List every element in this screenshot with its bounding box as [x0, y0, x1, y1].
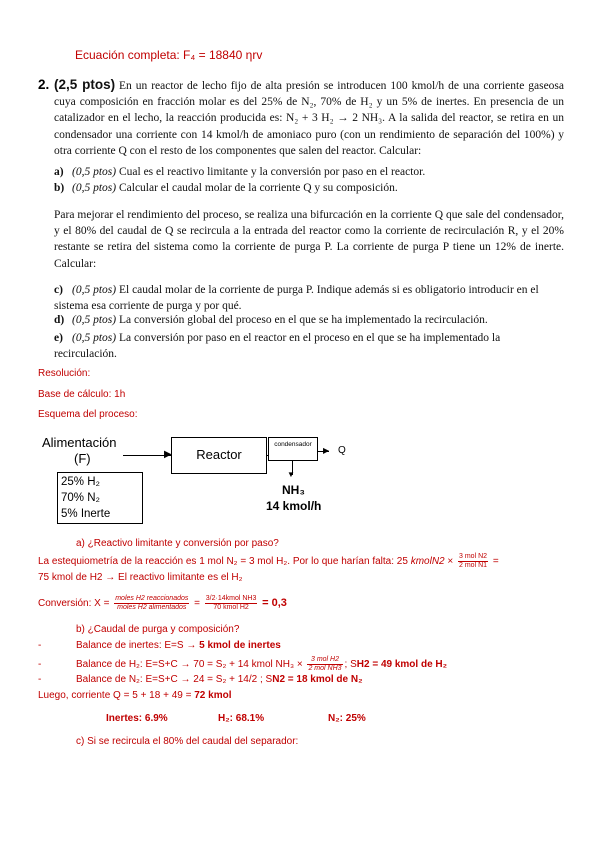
process-scheme-label: Esquema del proceso:	[38, 409, 138, 420]
feed-arrow-head: ▶	[164, 449, 172, 460]
question-d-label: d)	[54, 314, 65, 326]
nh3-label: NH₃	[282, 483, 305, 497]
bullet-3: -	[38, 674, 42, 685]
stoich-frac-den: 2 mol N1	[459, 562, 488, 569]
balance-h2-text: Balance de H₂: E=S+C → 70 = S₂ + 14 kmol NH₃ ×	[76, 659, 303, 671]
question-a	[54, 166, 425, 178]
question-d-points: (0,5 ptos)	[72, 314, 117, 326]
problem-intro	[54, 77, 564, 159]
question-b	[54, 182, 398, 194]
balance-inerts-result: 5 kmol de inertes	[199, 640, 281, 651]
solution-a-line1	[38, 553, 499, 570]
problem-number: 2.	[38, 77, 50, 92]
question-d	[54, 314, 488, 326]
q-arrow-head: ▶	[323, 446, 330, 455]
feed-composition-box	[57, 472, 143, 524]
question-e-label: e)	[54, 332, 63, 344]
bullet-1: -	[38, 640, 42, 651]
question-c	[54, 282, 564, 314]
reactor-label: Reactor	[196, 447, 242, 462]
composition-h2: H₂: 68.1%	[218, 713, 265, 724]
conv-frac1-num: moles H2 reaccionados	[115, 595, 189, 602]
problem-points: (2,5 ptos)	[54, 77, 116, 92]
stoich-fraction	[458, 553, 488, 570]
solution-c-heading: c) Si se recircula el 80% del caudal del separador:	[76, 736, 299, 747]
stoich-equals: =	[492, 556, 499, 568]
calculation-base: Base de cálculo: 1h	[38, 389, 126, 400]
condenser-box	[268, 437, 318, 461]
balance-inerts	[38, 640, 281, 651]
question-b-points: (0,5 ptos)	[72, 182, 117, 194]
balance-h2-fraction	[307, 656, 342, 673]
stoich-frac-num: 3 mol N2	[459, 553, 488, 560]
question-c-points: (0,5 ptos)	[72, 284, 117, 296]
reactor-box	[171, 437, 267, 474]
balance-n2	[38, 674, 363, 685]
question-d-text: La conversión global del proceso en el que se ha implementado la recirculación.	[118, 314, 488, 326]
composition-inerts: Inertes: 6.9%	[106, 713, 168, 724]
question-c-text: El caudal molar de la corriente de purga P. Indique además si es obligatorio introducir en el sistema esa corriente de purga y por qué.	[54, 284, 539, 312]
feed-comp-h2: 25% H₂	[61, 476, 100, 488]
balance-h2-result: H2 = 49 kmol de H₂	[356, 659, 448, 671]
balance-n2-text: Balance de N₂: E=S+C → 24 = S₂ + 14/2 ; S	[76, 674, 273, 685]
bullet-2: -	[38, 659, 42, 671]
problem-paragraph-2: Para mejorar el rendimiento del proceso, se realiza una bifurcación en la corriente Q que sale del condensador, y el 80% del caudal de Q se recircula a la entrada del reactor como la corriente de recirculación R, y el 20% restante se retira del sistema como la corriente de purga P. La corriente de purga P tiene un 12% de inerte. Calcular:	[54, 209, 564, 270]
composition-n2: N₂: 25%	[328, 713, 366, 724]
nh3-flow: 14 kmol/h	[266, 499, 322, 513]
question-e	[54, 330, 564, 362]
question-b-text: Calcular el caudal molar de la corriente Q y su composición.	[118, 182, 398, 194]
solution-a-line2: 75 kmol de H2 → El reactivo limitante es el H₂	[38, 572, 243, 583]
question-c-label: c)	[54, 284, 63, 296]
question-e-text: La conversión por paso en el reactor en el proceso en el que se ha implementado la recirculación.	[54, 332, 501, 360]
balance-n2-result: N2 = 18 kmol de N₂	[272, 674, 363, 685]
conv-frac2-num: 3/2·14kmol NH3	[205, 595, 257, 602]
h2-frac-num: 3 mol H2	[307, 656, 342, 665]
conversion-fraction-1	[114, 595, 189, 612]
conversion-label: Conversión: X =	[38, 598, 110, 610]
q-stream-label: Q	[338, 445, 346, 456]
balance-h2	[38, 656, 447, 673]
solution-a-heading: a) ¿Reactivo limitante y conversión por paso?	[76, 538, 279, 549]
resolution-heading: Resolución:	[38, 368, 91, 379]
conv-frac1-den: moles H2 alimentados	[117, 604, 187, 611]
nh3-arrow-head: ▼	[287, 470, 295, 479]
complete-equation-line: Ecuación completa: F₄ = 18840 ηrv	[75, 48, 263, 62]
problem-intro-text: En un reactor de lecho fijo de alta presión se introducen 100 kmol/h de una corriente gaseosa cuya composición en fracción molar es del 25% de N₂, 70% de H₂ y un 5% de inertes. En presencia de un catalizador en el lecho, la reacción producida es: N₂ + 3 H₂ → 2 NH₃. A la salida del reactor, se retira en un condensador una corriente con 14 kmol/h de amoniaco puro (con un rendimiento de separación del 100%) y otra corriente Q con el resto de los componentes que salen del reactor. Calcular:	[54, 80, 565, 157]
feed-composition-list	[61, 474, 110, 522]
feed-label: Alimentación	[42, 435, 117, 450]
question-a-points: (0,5 ptos)	[72, 166, 117, 178]
stream-q-total	[38, 690, 231, 701]
conversion-equals: =	[194, 598, 200, 610]
stream-q-result: 72 kmol	[194, 690, 232, 701]
stoich-kmol: kmolN2	[410, 556, 445, 568]
question-a-label: a)	[54, 166, 64, 178]
feed-comp-inert: 5% Inerte	[61, 508, 111, 520]
condenser-label: condensador	[274, 441, 312, 448]
balance-h2-post: ; S	[344, 659, 357, 671]
feed-comp-n2: 70% N₂	[61, 492, 100, 504]
conversion-line	[38, 595, 287, 612]
question-b-label: b)	[54, 182, 65, 194]
question-a-text: Cual es el reactivo limitante y la conversión por paso en el reactor.	[118, 166, 426, 178]
stoich-text: La estequiometría de la reacción es 1 mol N₂ = 3 mol H₂. Por lo que harían falta: 25	[38, 556, 408, 568]
conversion-result: = 0,3	[262, 597, 287, 610]
conv-frac2-den: 70 kmol H2	[213, 604, 249, 611]
stoich-times: ×	[447, 556, 454, 568]
stream-q-text: Luego, corriente Q = 5 + 18 + 49 =	[38, 690, 195, 701]
balance-inerts-text: Balance de inertes: E=S →	[76, 640, 200, 651]
solution-b-heading: b) ¿Caudal de purga y composición?	[76, 624, 240, 635]
h2-frac-den: 2 mol NH3	[308, 665, 342, 672]
question-e-points: (0,5 ptos)	[72, 332, 117, 344]
conversion-fraction-2	[205, 595, 258, 612]
feed-label-f: (F)	[74, 451, 91, 466]
